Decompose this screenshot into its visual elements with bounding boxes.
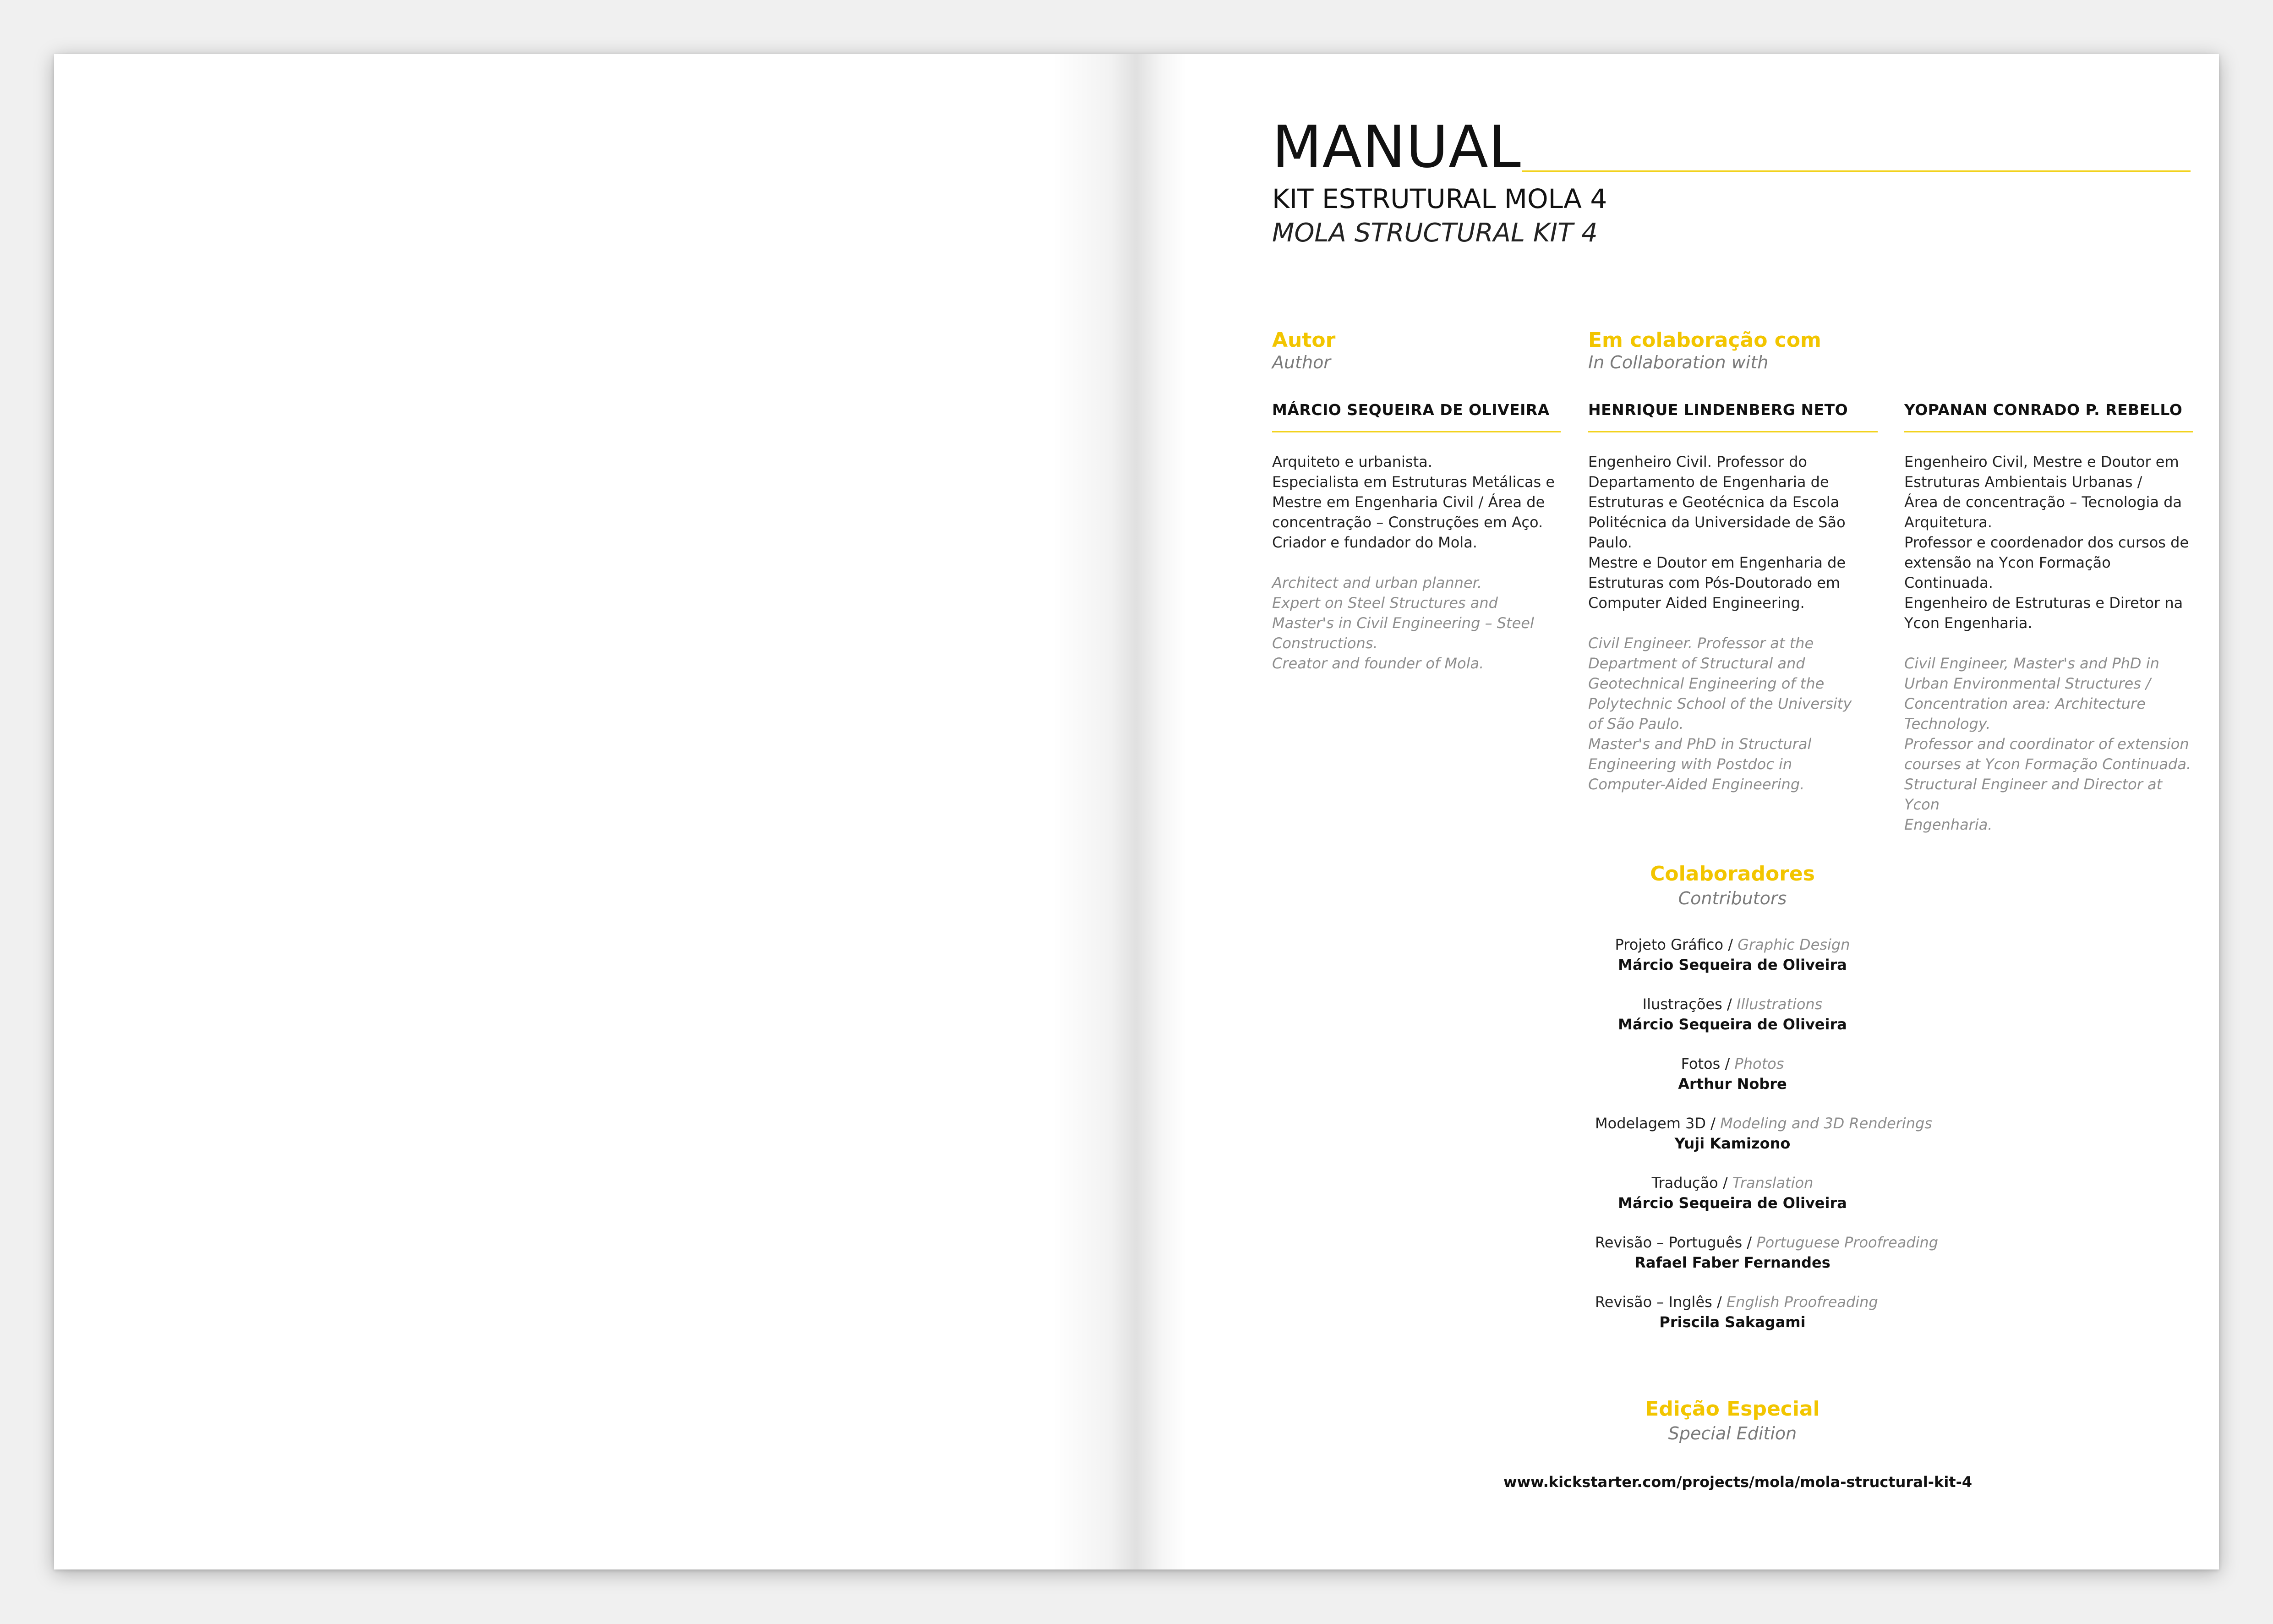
- kickstarter-url-block: [1503, 1473, 1972, 1491]
- manual-title: MANUAL: [1272, 113, 1521, 180]
- credit-name: Márcio Sequeira de Oliveira: [1618, 1016, 1847, 1033]
- credit-item: [1595, 1113, 1932, 1154]
- contributors-heading-english: Contributors: [1678, 888, 1787, 908]
- credit-item: [1595, 1292, 1878, 1332]
- person-column-collaborator-2: [1904, 402, 2193, 835]
- person-name: MÁRCIO SEQUEIRA DE OLIVEIRA: [1272, 401, 1550, 419]
- credit-name: Márcio Sequeira de Oliveira: [1618, 956, 1847, 973]
- person-bio-english: Civil Engineer. Professor at the Department of Structural and Geotechnical Engineering of the Polytechnic School of the University of São Paulo. Master's and PhD in Structural Engineering with Postdoc in Computer-Aided Engineering.: [1588, 634, 1852, 793]
- credit-name: Yuji Kamizono: [1674, 1135, 1791, 1152]
- contributors-heading: Colaboradores: [1650, 862, 1815, 886]
- author-heading: Autor: [1272, 328, 1336, 352]
- credit-name: Rafael Faber Fernandes: [1634, 1254, 1830, 1271]
- person-rule: [1904, 431, 2193, 432]
- credit-item: [1595, 994, 1870, 1034]
- credit-item: [1595, 1173, 1870, 1213]
- book-spread: [54, 54, 2219, 1569]
- kit-title-english: MOLA STRUCTURAL KIT 4: [1272, 218, 1598, 248]
- credit-role: Tradução / Translation: [1651, 1174, 1814, 1192]
- credit-role: Fotos / Photos: [1681, 1055, 1784, 1072]
- person-rule: [1588, 431, 1878, 432]
- credit-role: Revisão – Português / Portuguese Proofreading: [1595, 1234, 1939, 1251]
- left-gutter-shadow: [1053, 54, 1136, 1569]
- right-gutter-shadow: [1136, 54, 1186, 1569]
- credit-role: Modelagem 3D / Modeling and 3D Renderings: [1595, 1115, 1932, 1132]
- person-rule: [1272, 431, 1561, 432]
- title-underline-rule: [1522, 170, 2191, 172]
- person-column-collaborator-1: [1588, 402, 1878, 794]
- author-heading-english: Author: [1272, 352, 1331, 372]
- kit-title-portuguese: KIT ESTRUTURAL MOLA 4: [1272, 183, 1607, 214]
- kickstarter-url[interactable]: www.kickstarter.com/projects/mola/mola-structural-kit-4: [1503, 1473, 1972, 1491]
- edition-heading: Edição Especial: [1645, 1397, 1820, 1421]
- credit-item: [1595, 935, 1870, 975]
- person-name: HENRIQUE LINDENBERG NETO: [1588, 401, 1848, 419]
- credit-name: Priscila Sakagami: [1659, 1313, 1806, 1331]
- person-name: YOPANAN CONRADO P. REBELLO: [1904, 401, 2183, 419]
- person-bio-english: Architect and urban planner. Expert on Steel Structures and Master's in Civil Engineering – Steel Constructions. Creator and founder of Mola.: [1272, 574, 1534, 672]
- edition-heading-english: Special Edition: [1668, 1423, 1797, 1444]
- credit-name: Arthur Nobre: [1678, 1075, 1787, 1093]
- left-page-blank: [54, 54, 1136, 1569]
- right-page: [1136, 54, 2219, 1569]
- person-bio-portuguese: Arquiteto e urbanista. Especialista em Estruturas Metálicas e Mestre em Engenharia Civil / Área de concentração – Construções em Aço. Criador e fundador do Mola.: [1272, 453, 1555, 551]
- credit-item: [1595, 1232, 1939, 1273]
- credit-item: [1595, 1054, 1870, 1094]
- person-column-author: [1272, 402, 1561, 673]
- credit-role: Ilustrações / Illustrations: [1642, 995, 1823, 1013]
- edition-section: [1595, 1399, 1870, 1442]
- person-bio-portuguese: Engenheiro Civil, Mestre e Doutor em Estruturas Ambientais Urbanas / Área de concentração – Tecnologia da Arquitetura. Professor e coordenador dos cursos de extensão na Ycon Formação Continuada. Engenheiro de Estruturas e Diretor na Ycon Engenharia.: [1904, 453, 2189, 632]
- person-bio-english: Civil Engineer, Master's and PhD in Urban Environmental Structures / Concentration area: Architecture Technology. Professor and coordinator of extension courses at Ycon Formação Continuada. Structural Engineer and Director at Ycon Engenharia.: [1904, 655, 2191, 833]
- collaboration-heading-english: In Collaboration with: [1588, 352, 1769, 372]
- collaboration-heading: Em colaboração com: [1588, 328, 1821, 352]
- contributors-section: [1595, 862, 1939, 1332]
- credit-role: Revisão – Inglês / English Proofreading: [1595, 1293, 1878, 1311]
- person-bio-portuguese: Engenheiro Civil. Professor do Departamento de Engenharia de Estruturas e Geotécnica da Escola Politécnica da Universidade de São Paulo. Mestre e Doutor em Engenharia de Estruturas com Pós-Doutorado em Computer Aided Engineering.: [1588, 453, 1846, 612]
- credit-name: Márcio Sequeira de Oliveira: [1618, 1194, 1847, 1212]
- credit-role: Projeto Gráfico / Graphic Design: [1615, 936, 1850, 953]
